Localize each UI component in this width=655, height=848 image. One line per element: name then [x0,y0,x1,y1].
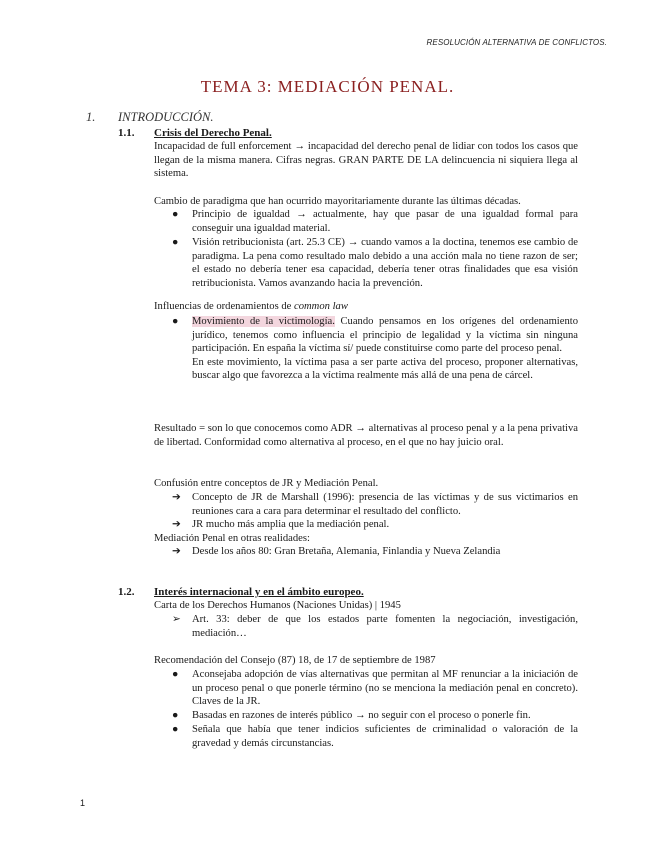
bullet-icon: ● [172,316,179,327]
running-header: RESOLUCIÓN ALTERNATIVA DE CONFLICTOS. [426,38,607,47]
paragraph-influencias [154,300,578,314]
highlighted-text: Movimiento de la victimología. [192,316,335,327]
list-item [172,709,531,723]
subsection-heading-interes [118,586,364,598]
list-item [172,613,578,639]
subsection-heading-crisis [118,127,272,139]
list-item [172,315,578,382]
paragraph-text: Influencias de ordenamientos de [154,301,295,312]
list-item-text: Concepto de JR de Marshall (1996): presencia de las víctimas y de sus victimarios en reuniones cara a cara para determinar el resultado del conflicto. [192,492,578,517]
list-item [172,668,578,708]
italic-term: common law [294,301,348,312]
bullet-icon: ● [172,209,179,220]
paragraph-otras-realidades: Mediación Penal en otras realidades: [154,533,310,544]
list-item [172,208,578,234]
subsection-label: Crisis del Derecho Penal. [154,127,272,139]
subsection-number: 1.1. [118,127,135,139]
page-title: TEMA 3: MEDIACIÓN PENAL. [200,77,455,96]
subsection-label: Interés internacional y en el ámbito europeo. [154,586,364,598]
bullet-icon: ● [172,669,179,680]
list-item [172,518,390,532]
list-item-text: Desde los años 80: Gran Bretaña, Alemania, Finlandia y Nueva Zelandia [192,546,501,557]
list-item-text-cont: En este movimiento, la víctima pasa a ser parte activa del proceso, proponer alternativas, buscar algo que favorezca a la víctima realmente más allá de una pena de cárcel. [192,356,578,382]
subsection-number: 1.2. [118,586,135,598]
list-item-text: Art. 33: deber de que los estados parte fomenten la negociación, investigación, mediación… [192,614,578,639]
section-label: INTRODUCCIÓN. [118,110,214,124]
list-item [172,545,501,559]
list-item-text: Basadas en razones de interés público → no seguir con el proceso o ponerle fin. [192,710,531,721]
bullet-icon: ● [172,237,179,248]
section-number: 1. [86,110,96,124]
list-item-text: Principio de igualdad → actualmente, hay que pasar de una igualdad formal para conseguir una igualdad material. [192,209,578,234]
paragraph-paradigma: Cambio de paradigma que han ocurrido mayoritariamente durante las últimas décadas. [154,196,521,207]
paragraph-recomendacion: Recomendación del Consejo (87) 18, de 17 de septiembre de 1987 [154,655,436,666]
paragraph-confusion: Confusión entre conceptos de JR y Mediación Penal. [154,478,379,489]
list-item-text: Aconsejaba adopción de vías alternativas que permitan al MF renunciar a la iniciación de un proceso penal o que ponerle término (no se menciona la mediación penal en concreto). Claves de la JR. [192,669,578,708]
section-heading-introduccion [86,110,214,125]
list-item-text: Señala que había que tener indicios suficientes de criminalidad o valoración de la gravedad y demás circunstancias. [192,724,578,749]
list-item-text [192,315,578,383]
page-number: 1 [80,798,86,808]
list-item-text: JR mucho más amplia que la mediación penal. [192,519,390,530]
arrowhead-icon: ➢ [172,614,181,625]
arrow-icon: ➔ [172,519,181,530]
list-item [172,491,578,517]
list-item [172,236,578,289]
paragraph-carta: Carta de los Derechos Humanos (Naciones Unidas) | 1945 [154,600,401,611]
bullet-icon: ● [172,710,179,721]
list-item [172,723,578,749]
arrow-icon: ➔ [172,492,181,503]
list-item-text: Visión retribucionista (art. 25.3 CE) → cuando vamos a la doctina, tenemos ese cambio de paradigma. La pena como resultado malo debido a una acción mala no tiene razon de ser; el estado no debería tener esa capacidad, debería tener otras finalidades que esa visión retribucionista. Vamos avanzando hacia la prevención. [192,237,578,289]
paragraph-resultado: Resultado = son lo que conocemos como ADR → alternativas al proceso penal y a la pena privativa de libertad. Conformidad como alternativa al proceso, en el que no hay juicio oral. [154,423,578,448]
paragraph-crisis: Incapacidad de full enforcement → incapacidad del derecho penal de lidiar con todos los casos que llegan de la misma manera. Cifras negras. GRAN PARTE DE LA delincuencia ni siquiera llega al sistema. [154,141,578,180]
list-item-text-rest: Cuando pensamos en los orígenes del ordenamiento jurídico, tenemos como influencia el principio de legalidad y la víctima sin ninguna participación. En españa la víctima sí/ puede constituirse como parte del proceso penal. [192,316,578,355]
arrow-icon: ➔ [172,546,181,557]
bullet-icon: ● [172,724,179,735]
